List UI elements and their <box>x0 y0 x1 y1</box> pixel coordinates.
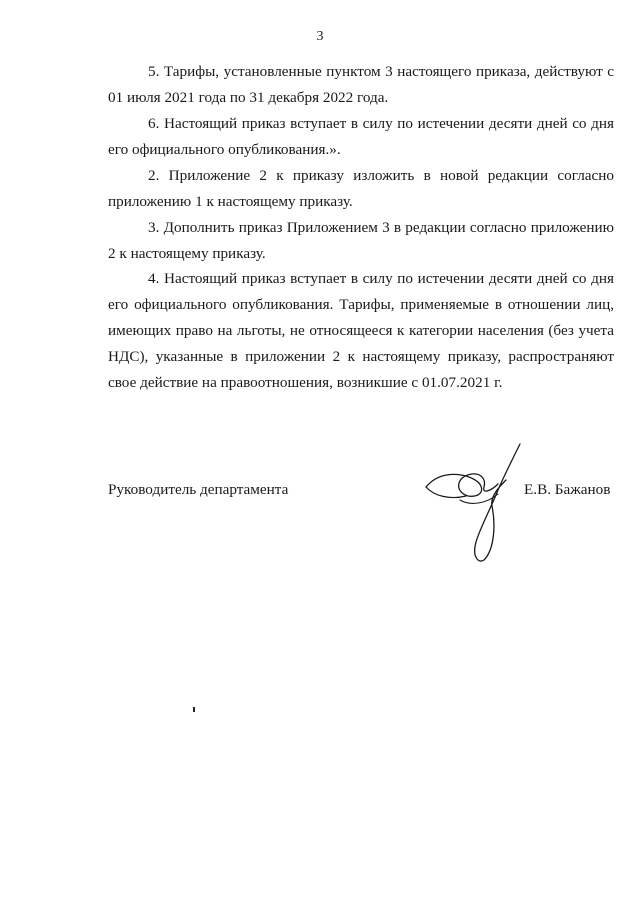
handwritten-signature <box>420 440 530 570</box>
paragraph-effective-date: 4. Настоящий приказ вступает в силу по истечении десяти дней со дня его официального опубликования. Тарифы, применяемые в отношении лиц, имеющих право на льготы, не относящееся к категории населения (без учета НДС), указанные в приложении 2 к настоящему приказу, распространяют свое действие на правоотношения, возникшие с 01.07.2021 г. <box>108 270 614 391</box>
paragraph-effective-date-quoted: 6. Настоящий приказ вступает в силу по истечении десяти дней со дня его официального опубликования.». <box>108 115 614 158</box>
page-number: 3 <box>316 29 324 44</box>
paragraph-tariff-period: 5. Тарифы, установленные пунктом 3 настоящего приказа, действуют с 01 июля 2021 года по 31 декабря 2022 года. <box>108 63 614 106</box>
signatory-name: Е.В. Бажанов <box>524 481 611 498</box>
signatory-position: Руководитель департамента <box>108 481 289 498</box>
paragraph-add-appendix-3: 3. Дополнить приказ Приложением 3 в редакции согласно приложению 2 к настоящему приказу. <box>108 219 614 262</box>
stray-mark <box>193 707 195 712</box>
paragraph-appendix-2-new-edition: 2. Приложение 2 к приказу изложить в новой редакции согласно приложению 1 к настоящему приказу. <box>108 167 614 210</box>
